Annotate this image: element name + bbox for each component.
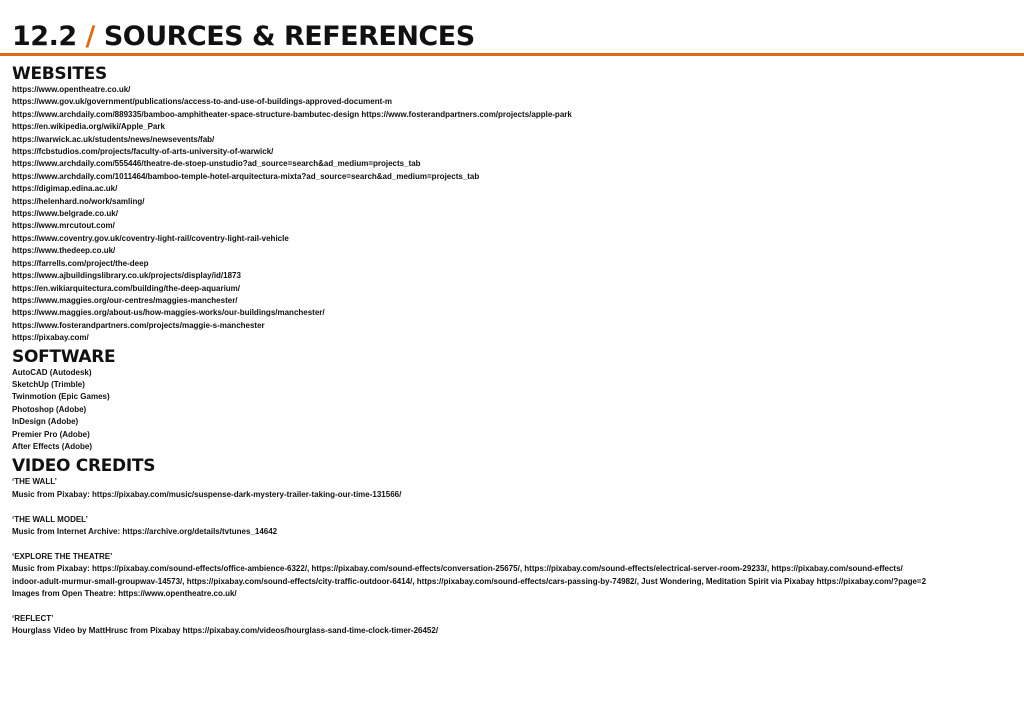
website-link: https://www.mrcutout.com/ bbox=[12, 221, 115, 231]
credit-title: ‘THE WALL’ bbox=[12, 477, 57, 487]
website-link: https://www.archdaily.com/555446/theatre-de-stoep-unstudio?ad_source=search&ad_medium=projects_tab bbox=[12, 159, 421, 169]
website-link: https://pixabay.com/ bbox=[12, 333, 89, 343]
website-link: https://www.thedeep.co.uk/ bbox=[12, 246, 116, 256]
software-item: Photoshop (Adobe) bbox=[12, 404, 87, 414]
software-item: SketchUp (Trimble) bbox=[12, 379, 85, 389]
credit-line: Music from Pixabay: https://pixabay.com/sound-effects/office-ambience-6322/, https://pixabay.com/sound-effects/conversation-25675/, https://pixabay.com/sound-effects/electrical-server-room-29233/, https://pixabay.com/sound-effects/ bbox=[12, 564, 903, 574]
software-item: AutoCAD (Autodesk) bbox=[12, 367, 92, 377]
title-text: SOURCES & REFERENCES bbox=[103, 21, 475, 52]
page-header bbox=[12, 22, 1024, 56]
credit-line: indoor-adult-murmur-small-groupwav-14573/, https://pixabay.com/sound-effects/city-traffic-outdoor-6414/, https://pixabay.com/sound-effects/cars-passing-by-74982/, Just Wondering, Meditation Spirit via Pixabay https://pixabay.com/?page=2 bbox=[12, 576, 927, 586]
credit-the-wall-model bbox=[12, 514, 1012, 539]
software-item: Twinmotion (Epic Games) bbox=[12, 392, 110, 402]
credit-line: Music from Pixabay: https://pixabay.com/music/suspense-dark-mystery-trailer-taking-our-time-131566/ bbox=[12, 489, 402, 499]
website-link: https://en.wikipedia.org/wiki/Apple_Park bbox=[12, 122, 165, 132]
software-list bbox=[12, 367, 1012, 454]
website-link: https://helenhard.no/work/samling/ bbox=[12, 196, 145, 206]
credit-line: Hourglass Video by MattHrusc from Pixabay https://pixabay.com/videos/hourglass-sand-time-clock-timer-26452/ bbox=[12, 626, 439, 636]
title-slash: / bbox=[85, 21, 95, 52]
websites-section bbox=[12, 64, 1012, 345]
website-link: https://www.opentheatre.co.uk/ bbox=[12, 85, 131, 94]
software-section bbox=[12, 347, 1012, 454]
website-link: https://www.gov.uk/government/publications/access-to-and-use-of-buildings-approved-document-m bbox=[12, 97, 393, 107]
website-link: https://www.maggies.org/about-us/how-maggies-works/our-buildings/manchester/ bbox=[12, 308, 325, 318]
credit-the-wall bbox=[12, 476, 1012, 501]
website-link: https://www.archdaily.com/889335/bamboo-amphitheater-space-structure-bambutec-design https://www.fosterandpartners.com/projects/apple-park bbox=[12, 109, 572, 119]
section-number: 12.2 bbox=[12, 21, 77, 52]
website-link: https://www.ajbuildingslibrary.co.uk/projects/display/id/1873 bbox=[12, 271, 241, 281]
website-link: https://en.wikiarquitectura.com/building/the-deep-aquarium/ bbox=[12, 283, 241, 293]
website-link: https://digimap.edina.ac.uk/ bbox=[12, 184, 118, 194]
credit-reflect bbox=[12, 613, 1012, 638]
websites-list bbox=[12, 84, 1012, 345]
websites-heading: WEBSITES bbox=[12, 64, 107, 84]
credit-title: ‘THE WALL MODEL’ bbox=[12, 514, 88, 524]
credit-title: ‘EXPLORE THE THEATRE’ bbox=[12, 551, 113, 561]
website-link: https://www.maggies.org/our-centres/maggies-manchester/ bbox=[12, 295, 238, 305]
website-link: https://warwick.ac.uk/students/news/newsevents/fab/ bbox=[12, 134, 215, 144]
website-link: https://www.fosterandpartners.com/projects/maggie-s-manchester bbox=[12, 320, 265, 330]
website-link: https://fcbstudios.com/projects/faculty-of-arts-university-of-warwick/ bbox=[12, 147, 274, 157]
credit-explore-the-theatre bbox=[12, 551, 1012, 601]
video-credits-heading: VIDEO CREDITS bbox=[12, 456, 156, 477]
software-item: InDesign (Adobe) bbox=[12, 417, 79, 427]
header-divider bbox=[0, 53, 1024, 56]
credit-line: Music from Internet Archive: https://archive.org/details/tvtunes_14642 bbox=[12, 526, 278, 536]
website-link: https://www.archdaily.com/1011464/bamboo-temple-hotel-arquitectura-mixta?ad_source=search&ad_medium=projects_tab bbox=[12, 171, 480, 181]
software-item: Premier Pro (Adobe) bbox=[12, 429, 90, 439]
page-title bbox=[12, 22, 1024, 52]
software-item: After Effects (Adobe) bbox=[12, 441, 93, 451]
website-link: https://www.coventry.gov.uk/coventry-light-rail/coventry-light-rail-vehicle bbox=[12, 233, 289, 243]
video-credits-section bbox=[12, 456, 1012, 637]
website-link: https://www.belgrade.co.uk/ bbox=[12, 209, 118, 219]
website-link: https://farrells.com/project/the-deep bbox=[12, 258, 149, 268]
credit-title: ‘REFLECT’ bbox=[12, 613, 54, 623]
software-heading: SOFTWARE bbox=[12, 346, 116, 367]
credit-line: Images from Open Theatre: https://www.opentheatre.co.uk/ bbox=[12, 589, 237, 598]
references-content bbox=[12, 64, 1012, 650]
